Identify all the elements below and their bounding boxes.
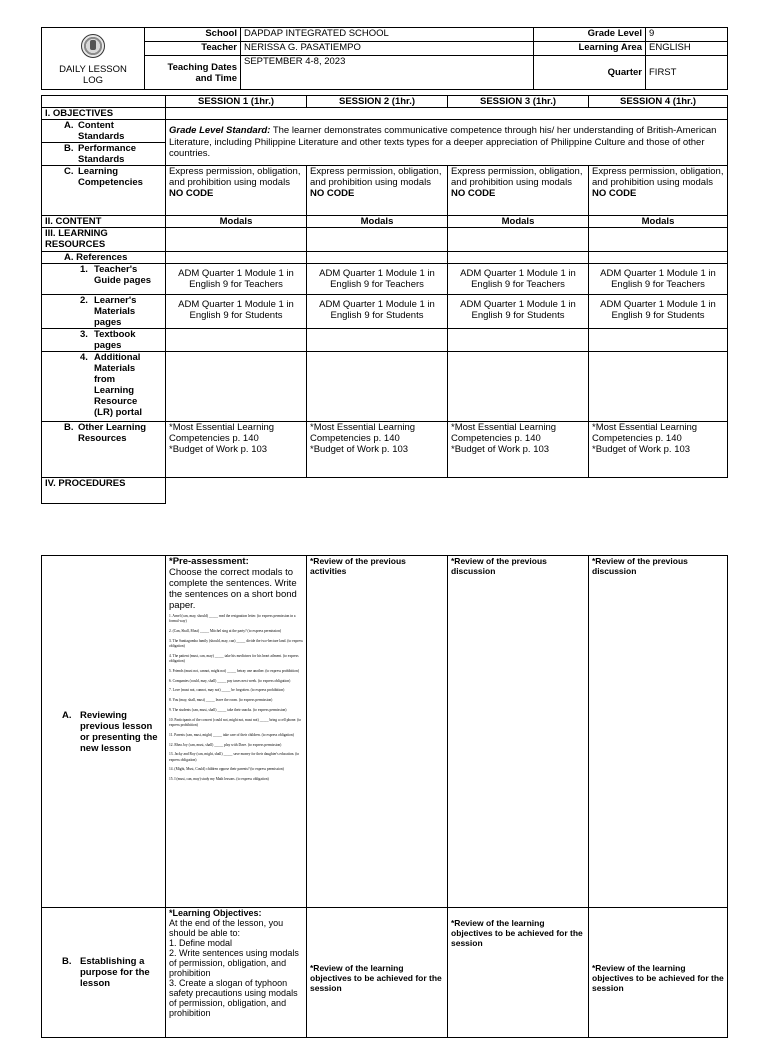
- content-label: II. CONTENT: [42, 216, 166, 228]
- list-item: 6. Companies (could, may, shall) _____ pay taxes next week. (to express obligation): [169, 678, 291, 683]
- grade-level-standard: Grade Level Standard: The learner demonstrates communicative competence through his/ her understanding of British-American Literature, including Philippine Literature and other texts types for a deeper appreciation of Philippine Culture and those of other countries.: [166, 120, 728, 166]
- quarter-value: FIRST: [646, 56, 728, 90]
- other-session-3: *Most Essential Learning Competencies p. 140 *Budget of Work p. 103: [448, 422, 589, 478]
- tg-session-3: ADM Quarter 1 Module 1 in English 9 for Teachers: [448, 264, 589, 295]
- list-item: 8. You (may, shall, must) _____ leave the room. (to express permission): [169, 698, 273, 703]
- content-session-3: Modals: [448, 216, 589, 228]
- objectives-session-3: *Review of the learning objectives to be achieved for the session: [448, 908, 589, 1038]
- pre-assessment-instructions: Choose the correct modals to complete the sentences. Write the sentences on a short bond paper.: [169, 567, 297, 611]
- references-label: A. References: [42, 252, 166, 264]
- log-title-cell: [42, 28, 145, 90]
- list-item: 9. The students (can, must, shall) _____ take their snacks. (to express permission): [169, 707, 287, 712]
- log-title: DAILY LESSON LOG: [59, 63, 127, 86]
- session-4-header: SESSION 4 (1hr.): [589, 96, 728, 108]
- list-item: 14. (Might, Must, Could) children oppose their parents? (to express permission): [169, 767, 284, 772]
- reviewing-lesson-label: A. Reviewing previous lesson or presenting the new lesson: [42, 556, 166, 908]
- quarter-label: Quarter: [534, 56, 646, 90]
- procedures-label: IV. PROCEDURES: [42, 478, 166, 504]
- school-label: School: [145, 28, 241, 42]
- other-session-2: *Most Essential Learning Competencies p. 140 *Budget of Work p. 103: [307, 422, 448, 478]
- learning-objectives-cell: *Learning Objectives: At the end of the lesson, you should be able to: 1. Define modal 2. Write sentences using modals of permission, obligation, and prohibition 3. Create a slogan of typhoon safety precautions using modals of permission, obligation, and prohibition: [166, 908, 307, 1038]
- list-item: 11. Parents (can, must, might) _____ take care of their children. (to express obligation): [169, 732, 294, 737]
- content-session-2: Modals: [307, 216, 448, 228]
- teacher-label: Teacher: [145, 42, 241, 56]
- establishing-purpose-label: B. Establishing a purpose for the lesson: [42, 908, 166, 1038]
- additional-materials-label: 4. Additional Materials from Learning Resource (LR) portal: [42, 352, 166, 422]
- list-item: 7. Love (must not, cannot, may not) _____ be forgotten. (to express prohibition): [169, 688, 285, 693]
- session-3-header: SESSION 3 (1hr.): [448, 96, 589, 108]
- lm-session-1: ADM Quarter 1 Module 1 in English 9 for Students: [166, 295, 307, 329]
- pre-assessment-title: *Pre-assessment:: [169, 556, 249, 567]
- objectives-label: I. OBJECTIVES: [42, 108, 166, 120]
- lm-session-4: ADM Quarter 1 Module 1 in English 9 for Students: [589, 295, 728, 329]
- teachers-guide-label: 1. Teacher's Guide pages: [42, 264, 166, 295]
- learning-resources-label: III. LEARNING RESOURCES: [42, 228, 166, 252]
- performance-standards-label: B. Performance Standards: [42, 143, 166, 166]
- teacher-value: NERISSA G. PASATIEMPO: [241, 42, 534, 56]
- list-item: 10. Participants of the concert (could not, might not, must not) _____ bring a cell phone. (to express prohibition): [169, 717, 302, 727]
- learners-materials-label: 2. Learner's Materials pages: [42, 295, 166, 329]
- deped-seal-icon: [81, 34, 105, 58]
- list-item: 5. Friends (must not, cannot, might not) _____ betray one another. (to express prohibition): [169, 668, 300, 673]
- lm-session-2: ADM Quarter 1 Module 1 in English 9 for Students: [307, 295, 448, 329]
- grade-value: 9: [646, 28, 728, 42]
- textbook-label: 3. Textbook pages: [42, 329, 166, 352]
- dates-value: SEPTEMBER 4-8, 2023: [241, 56, 534, 90]
- competency-session-4: Express permission, obligation, and prohibition using modals NO CODE: [589, 166, 728, 216]
- other-session-1: *Most Essential Learning Competencies p. 140 *Budget of Work p. 103: [166, 422, 307, 478]
- review-session-2: *Review of the previous activities: [307, 556, 448, 908]
- grade-label: Grade Level: [534, 28, 646, 42]
- review-session-3: *Review of the previous discussion: [448, 556, 589, 908]
- content-standards-label: A. Content Standards: [42, 120, 166, 143]
- tg-session-2: ADM Quarter 1 Module 1 in English 9 for Teachers: [307, 264, 448, 295]
- pre-assessment-cell: [166, 556, 307, 908]
- area-value: ENGLISH: [646, 42, 728, 56]
- content-session-4: Modals: [589, 216, 728, 228]
- tg-session-4: ADM Quarter 1 Module 1 in English 9 for Teachers: [589, 264, 728, 295]
- main-table: [41, 95, 728, 504]
- lm-session-3: ADM Quarter 1 Module 1 in English 9 for Students: [448, 295, 589, 329]
- session-2-header: SESSION 2 (1hr.): [307, 96, 448, 108]
- competency-session-2: Express permission, obligation, and prohibition using modals NO CODE: [307, 166, 448, 216]
- other-session-4: *Most Essential Learning Competencies p. 140 *Budget of Work p. 103: [589, 422, 728, 478]
- objectives-session-2: *Review of the learning objectives to be achieved for the session: [307, 908, 448, 1038]
- list-item: 2. (Can, Shall, Must) _____ Mitchel sing at the party? (to express permission): [169, 629, 282, 633]
- review-session-4: *Review of the previous discussion: [589, 556, 728, 908]
- list-item: 4. The patient (must, can, may) _____ take his medicines for his heart ailment. (to express obligation): [169, 653, 299, 663]
- competency-session-1: Express permission, obligation, and prohibition using modals NO CODE: [166, 166, 307, 216]
- tg-session-1: ADM Quarter 1 Module 1 in English 9 for Teachers: [166, 264, 307, 295]
- pre-assessment-items: [169, 614, 303, 782]
- procedures-table: [41, 555, 728, 1038]
- content-session-1: Modals: [166, 216, 307, 228]
- list-item: 12. Rhea Joy (can, must, shall) _____ play with Dave. (to express permission): [169, 742, 282, 747]
- list-item: 1. Arnel (can, may, should) _____ read the resignation letter. (to express permission in a formal way): [169, 614, 296, 624]
- list-item: 13. Jacky and Roy (can, might, shall) _____ save money for their daughter's education. (to express obligation): [169, 752, 300, 762]
- area-label: Learning Area: [534, 42, 646, 56]
- objectives-session-4: *Review of the learning objectives to be achieved for the session: [589, 908, 728, 1038]
- other-resources-label: B. Other Learning Resources: [42, 422, 166, 478]
- school-value: DAPDAP INTEGRATED SCHOOL: [241, 28, 534, 42]
- dates-label: Teaching Dates and Time: [145, 56, 241, 90]
- list-item: 15. I (must, can, may) study my Math lessons. (to express obligation): [169, 777, 269, 782]
- session-1-header: SESSION 1 (1hr.): [166, 96, 307, 108]
- list-item: 3. The Santiagomba family (should, may, can) _____ divide the two-hectare land. (to express obligation): [169, 638, 303, 648]
- learning-competencies-label: C. Learning Competencies: [42, 166, 166, 216]
- header-table: [41, 27, 728, 90]
- competency-session-3: Express permission, obligation, and prohibition using modals NO CODE: [448, 166, 589, 216]
